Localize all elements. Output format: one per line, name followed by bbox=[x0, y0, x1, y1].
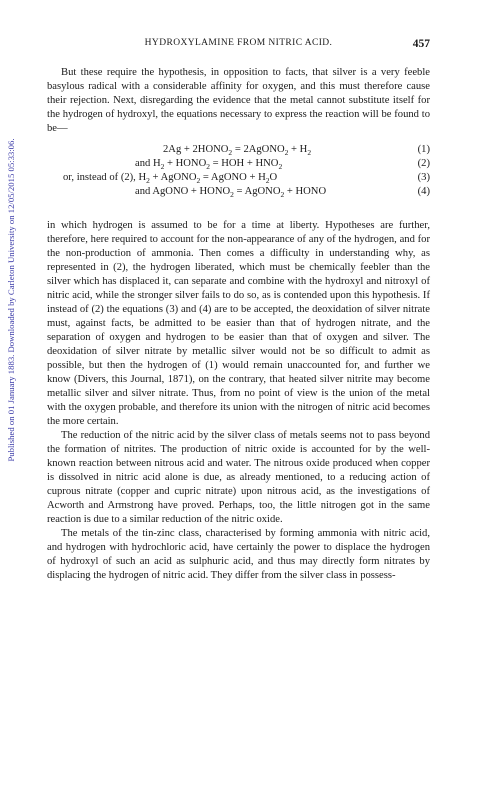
equation-4 bbox=[47, 185, 430, 199]
running-title: HYDROXYLAMINE FROM NITRIC ACID. bbox=[144, 38, 333, 48]
download-stamp-text: Published on 01 January 1883. Downloaded by Carleton University on 12/05/2015 05:33:06. bbox=[6, 138, 16, 462]
equation-2-number: (2) bbox=[417, 158, 430, 169]
paragraph-1: But these require the hypothesis, in opposition to facts, that silver is a very feeble basylous radical with a considerable affinity for oxygen, and this must therefore cause their rejection. Next, disregarding the evidence that the metal cannot substitute itself for the hydrogen of hydroxyl, the equations necessary to express the reaction will be found to be— bbox=[47, 67, 430, 134]
download-stamp-sidebar bbox=[0, 0, 22, 792]
page-body bbox=[47, 66, 430, 583]
equation-4-formula: and AgONO + $HONO_2$ = AgONO$_2$ + HONO bbox=[135, 186, 327, 200]
equation-2-prefix: and bbox=[135, 158, 151, 169]
equation-1 bbox=[47, 143, 430, 157]
paragraph-2: in which hydrogen is assumed to be for a time at liberty. Hypotheses are further, therefore, here required to account for the non-appearance of any of the hydrogen, and for the non-production of ammonia. Then comes a difficulty in understanding why, as represented in (2), the hydrogen liberated, which must be chemically feebler than the silver which has displaced it, can separate and combine with the hydroxyl and nitroxyl of nitric acid, while the stronger silver fails to do so, as is contended upon this hypothesis. If instead of (2) the equations (3) and (4) are to be accepted, the deoxidation of silver nitrate must, against facts, be admitted to be easier than that of hydrogen nitrate, and the separation of oxygen and hydrogen to be easier than that of oxygen and silver. The deoxidation of silver nitrate by metallic silver would not be so difficult to admit as possible, but then the hydrogen of (1) would remain unaccounted for, and further we know (Divers, this Journal, 1871), on the contrary, that heated silver nitrite may become metallic silver and silver nitrate. Thus, from no point of view is the union of the metal with the oxygen probable, and therefore its union with the nitrogen of nitric acid becomes the more certain. bbox=[47, 220, 430, 427]
equation-2 bbox=[47, 157, 430, 171]
equation-3 bbox=[47, 171, 430, 185]
equation-block bbox=[47, 143, 430, 213]
paragraph-3: The reduction of the nitric acid by the silver class of metals seems not to pass beyond the formation of nitrites. The production of nitric oxide is accounted for by the well-known reaction between nitrous acid and water. The nitrous oxide produced when copper is dissolved in nitric acid alone is due, as already mentioned, to a reducing action of cuprous nitrate (copper and cupric nitrate) upon nitrous acid, as the investigations of Acworth and Armstrong have proved. Perhaps, too, the little nitrogen got in the same reaction is due to a similar reduction of the nitric oxide. bbox=[47, 430, 430, 525]
equation-2-formula: and $H_2$ + $HONO_2$ = HOH + $HNO_2$ bbox=[135, 158, 283, 172]
equation-4-prefix: and bbox=[135, 186, 151, 197]
equation-3-prefix: or, instead of (2), bbox=[63, 172, 136, 183]
page-number: 457 bbox=[412, 38, 430, 50]
page-header bbox=[47, 38, 430, 52]
equation-1-number: (1) bbox=[417, 144, 430, 155]
equation-3-number: (3) bbox=[417, 172, 430, 183]
paragraph-4: The metals of the tin-zinc class, characterised by forming ammonia with nitric acid, and hydrogen with hydrochloric acid, have certainly the power to displace the hydrogen of hydroxyl of such an acid as sulphuric acid, and thus may directly form nitrates by displacing the hydrogen of nitric acid. They differ from the silver class in possess- bbox=[47, 528, 430, 581]
equation-4-number: (4) bbox=[417, 186, 430, 197]
equation-1-formula: $2Ag + 2HONO_2$ = 2AgONO$_2$ + $H_2$ bbox=[163, 144, 312, 158]
equation-3-formula: or, instead of (2), $H_2$ + AgONO$_2$ = AgONO + $H_2O$ bbox=[63, 172, 278, 186]
